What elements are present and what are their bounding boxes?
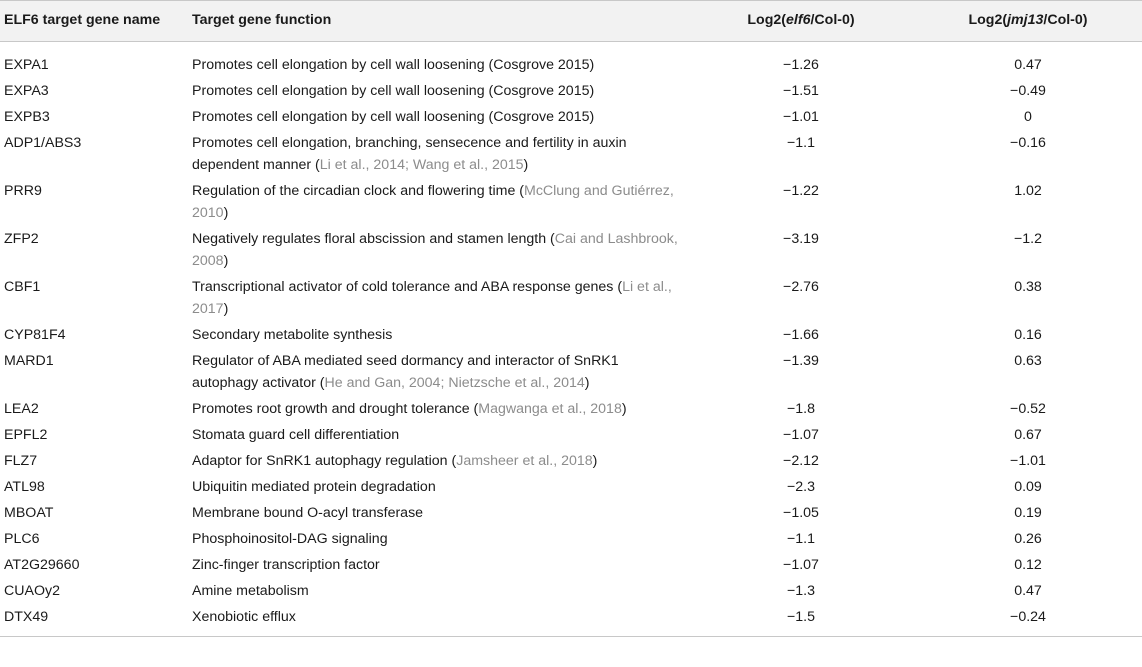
citation-link[interactable]: McClung and Gutiérrez, 2010	[192, 183, 674, 221]
cell-gene-name: ZFP2	[4, 231, 39, 247]
cell-gene-function	[190, 104, 688, 130]
cell-gene-function	[190, 526, 688, 552]
function-text: Secondary metabolite synthesis	[192, 327, 393, 343]
cell-log2-jmj13: −1.2	[1013, 231, 1042, 247]
cell-log2-jmj13: 0.26	[1014, 531, 1042, 547]
table-row	[0, 448, 1142, 474]
header-log2-jmj13	[914, 1, 1142, 42]
table-row	[0, 104, 1142, 130]
header-jmj13-italic: jmj13	[1007, 12, 1044, 28]
cell-gene-function	[190, 396, 688, 422]
cell-log2-elf6: −3.19	[783, 231, 819, 247]
table-row	[0, 526, 1142, 552]
cell-log2-jmj13: 0.16	[1014, 327, 1042, 343]
table-row	[0, 474, 1142, 500]
cell-gene-name: ATL98	[4, 479, 45, 495]
cell-log2-jmj13: 0.38	[1014, 279, 1042, 295]
cell-gene-function	[190, 348, 688, 396]
cell-log2-jmj13: −0.24	[914, 604, 1142, 637]
table-row	[0, 322, 1142, 348]
function-text: Phosphoinositol-DAG signaling	[192, 531, 388, 547]
citation-link[interactable]: He and Gan, 2004; Nietzsche et al., 2014	[324, 375, 585, 391]
cell-log2-elf6: −2.76	[783, 279, 819, 295]
table-row	[0, 604, 1142, 637]
table-row	[0, 396, 1142, 422]
function-text: Promotes cell elongation by cell wall loosening (Cosgrove 2015)	[192, 83, 595, 99]
function-text-end: )	[223, 301, 229, 317]
function-text-end: )	[621, 401, 627, 417]
function-text-end: )	[223, 205, 229, 221]
cell-log2-jmj13: 0.47	[1014, 57, 1042, 73]
cell-log2-elf6: −2.12	[783, 453, 819, 469]
function-text: Regulation of the circadian clock and flowering time (	[192, 183, 524, 199]
cell-gene-function	[190, 552, 688, 578]
table-body	[0, 42, 1142, 637]
cell-gene-function	[190, 448, 688, 474]
function-text: Xenobiotic efflux	[192, 609, 296, 625]
cell-log2-elf6: −1.3	[786, 583, 815, 599]
table-row	[0, 500, 1142, 526]
function-text-end: )	[592, 453, 598, 469]
function-text-end: )	[584, 375, 590, 391]
cell-log2-elf6: −1.5	[688, 604, 914, 637]
header-gene-name: ELF6 target gene name	[0, 1, 190, 42]
function-text: Adaptor for SnRK1 autophagy regulation (	[192, 453, 457, 469]
table-row	[0, 348, 1142, 396]
cell-gene-function	[190, 78, 688, 104]
cell-log2-jmj13: 0.67	[1014, 427, 1042, 443]
cell-gene-name: CYP81F4	[4, 327, 66, 343]
cell-gene-function	[190, 42, 688, 79]
function-text: Promotes cell elongation by cell wall loosening (Cosgrove 2015)	[192, 109, 595, 125]
cell-log2-jmj13: −0.49	[1010, 83, 1046, 99]
cell-log2-jmj13: 0.19	[1014, 505, 1042, 521]
function-text: Promotes root growth and drought tolerance (	[192, 401, 479, 417]
cell-log2-elf6: −1.26	[783, 57, 819, 73]
header-gene-function: Target gene function	[190, 1, 688, 42]
function-text-end: )	[223, 253, 229, 269]
citation-link[interactable]: Li et al., 2014; Wang et al., 2015	[319, 157, 524, 173]
function-text: Zinc-finger transcription factor	[192, 557, 380, 573]
citation-link[interactable]: Li et al., 2017	[192, 279, 672, 317]
cell-gene-name: AT2G29660	[4, 557, 80, 573]
cell-gene-function	[190, 500, 688, 526]
cell-log2-jmj13: 0.12	[1014, 557, 1042, 573]
cell-log2-jmj13: 0.09	[1014, 479, 1042, 495]
cell-log2-jmj13: −1.01	[1010, 453, 1046, 469]
cell-gene-function	[190, 604, 688, 637]
header-elf6-suffix: /Col-0)	[810, 12, 855, 28]
function-text: Promotes cell elongation, branching, sensecence and fertility in auxin dependent manner (	[192, 135, 627, 173]
table-row	[0, 130, 1142, 178]
table-row	[0, 78, 1142, 104]
function-text: Stomata guard cell differentiation	[192, 427, 400, 443]
table-row	[0, 552, 1142, 578]
function-text: Negatively regulates floral abscission and stamen length (	[192, 231, 555, 247]
header-log2-elf6	[688, 1, 914, 42]
cell-gene-name: MARD1	[4, 353, 54, 369]
function-text: Ubiquitin mediated protein degradation	[192, 479, 436, 495]
function-text-end: )	[523, 157, 529, 173]
cell-gene-name: EXPA1	[4, 57, 49, 73]
cell-gene-name: EXPB3	[4, 109, 50, 125]
cell-gene-function	[190, 322, 688, 348]
cell-gene-name: MBOAT	[4, 505, 54, 521]
cell-log2-jmj13: 0.47	[1014, 583, 1042, 599]
function-text: Regulator of ABA mediated seed dormancy and interactor of SnRK1 autophagy activator (	[192, 353, 619, 391]
cell-log2-elf6: −1.22	[783, 183, 819, 199]
citation-link[interactable]: Magwanga et al., 2018	[478, 401, 622, 417]
function-text: Transcriptional activator of cold tolerance and ABA response genes (	[192, 279, 623, 295]
cell-log2-elf6: −1.8	[786, 401, 815, 417]
header-row	[0, 1, 1142, 42]
header-elf6-prefix: Log2(	[747, 12, 787, 28]
table-row	[0, 274, 1142, 322]
table-row	[0, 226, 1142, 274]
function-text: Promotes cell elongation by cell wall loosening (Cosgrove 2015)	[192, 57, 595, 73]
cell-log2-elf6: −1.51	[783, 83, 819, 99]
cell-gene-name: EXPA3	[4, 83, 49, 99]
cell-gene-name: CUAOy2	[4, 583, 60, 599]
cell-gene-name: CBF1	[4, 279, 41, 295]
cell-gene-function	[190, 474, 688, 500]
cell-gene-name: LEA2	[4, 401, 39, 417]
cell-log2-jmj13: −0.52	[1010, 401, 1046, 417]
header-jmj13-prefix: Log2(	[968, 12, 1008, 28]
cell-gene-function	[190, 178, 688, 226]
cell-log2-elf6: −1.07	[783, 427, 819, 443]
cell-gene-function	[190, 422, 688, 448]
cell-log2-jmj13: 1.02	[1014, 183, 1042, 199]
cell-gene-function	[190, 578, 688, 604]
cell-log2-elf6: −1.07	[783, 557, 819, 573]
header-jmj13-suffix: /Col-0)	[1043, 12, 1088, 28]
citation-link[interactable]: Jamsheer et al., 2018	[456, 453, 593, 469]
cell-log2-elf6: −2.3	[786, 479, 815, 495]
table-row	[0, 42, 1142, 79]
cell-log2-elf6: −1.1	[786, 531, 815, 547]
cell-gene-function	[190, 226, 688, 274]
cell-gene-name: PLC6	[4, 531, 40, 547]
cell-gene-name: DTX49	[0, 604, 190, 637]
cell-log2-jmj13: 0	[1024, 109, 1032, 125]
cell-log2-jmj13: −0.16	[1010, 135, 1046, 151]
function-text: Amine metabolism	[192, 583, 309, 599]
header-elf6-italic: elf6	[786, 12, 811, 28]
table-row	[0, 422, 1142, 448]
cell-log2-jmj13: 0.63	[1014, 353, 1042, 369]
cell-log2-elf6: −1.05	[783, 505, 819, 521]
cell-gene-name: EPFL2	[4, 427, 48, 443]
table-row	[0, 178, 1142, 226]
function-text: Membrane bound O-acyl transferase	[192, 505, 424, 521]
cell-gene-name: PRR9	[4, 183, 42, 199]
cell-log2-elf6: −1.01	[783, 109, 819, 125]
cell-log2-elf6: −1.66	[783, 327, 819, 343]
citation-link[interactable]: Cai and Lashbrook, 2008	[192, 231, 678, 269]
cell-gene-function	[190, 274, 688, 322]
cell-gene-function	[190, 130, 688, 178]
cell-gene-name: ADP1/ABS3	[4, 135, 82, 151]
cell-log2-elf6: −1.1	[786, 135, 815, 151]
cell-log2-elf6: −1.39	[783, 353, 819, 369]
table-row	[0, 578, 1142, 604]
cell-gene-name: FLZ7	[4, 453, 38, 469]
